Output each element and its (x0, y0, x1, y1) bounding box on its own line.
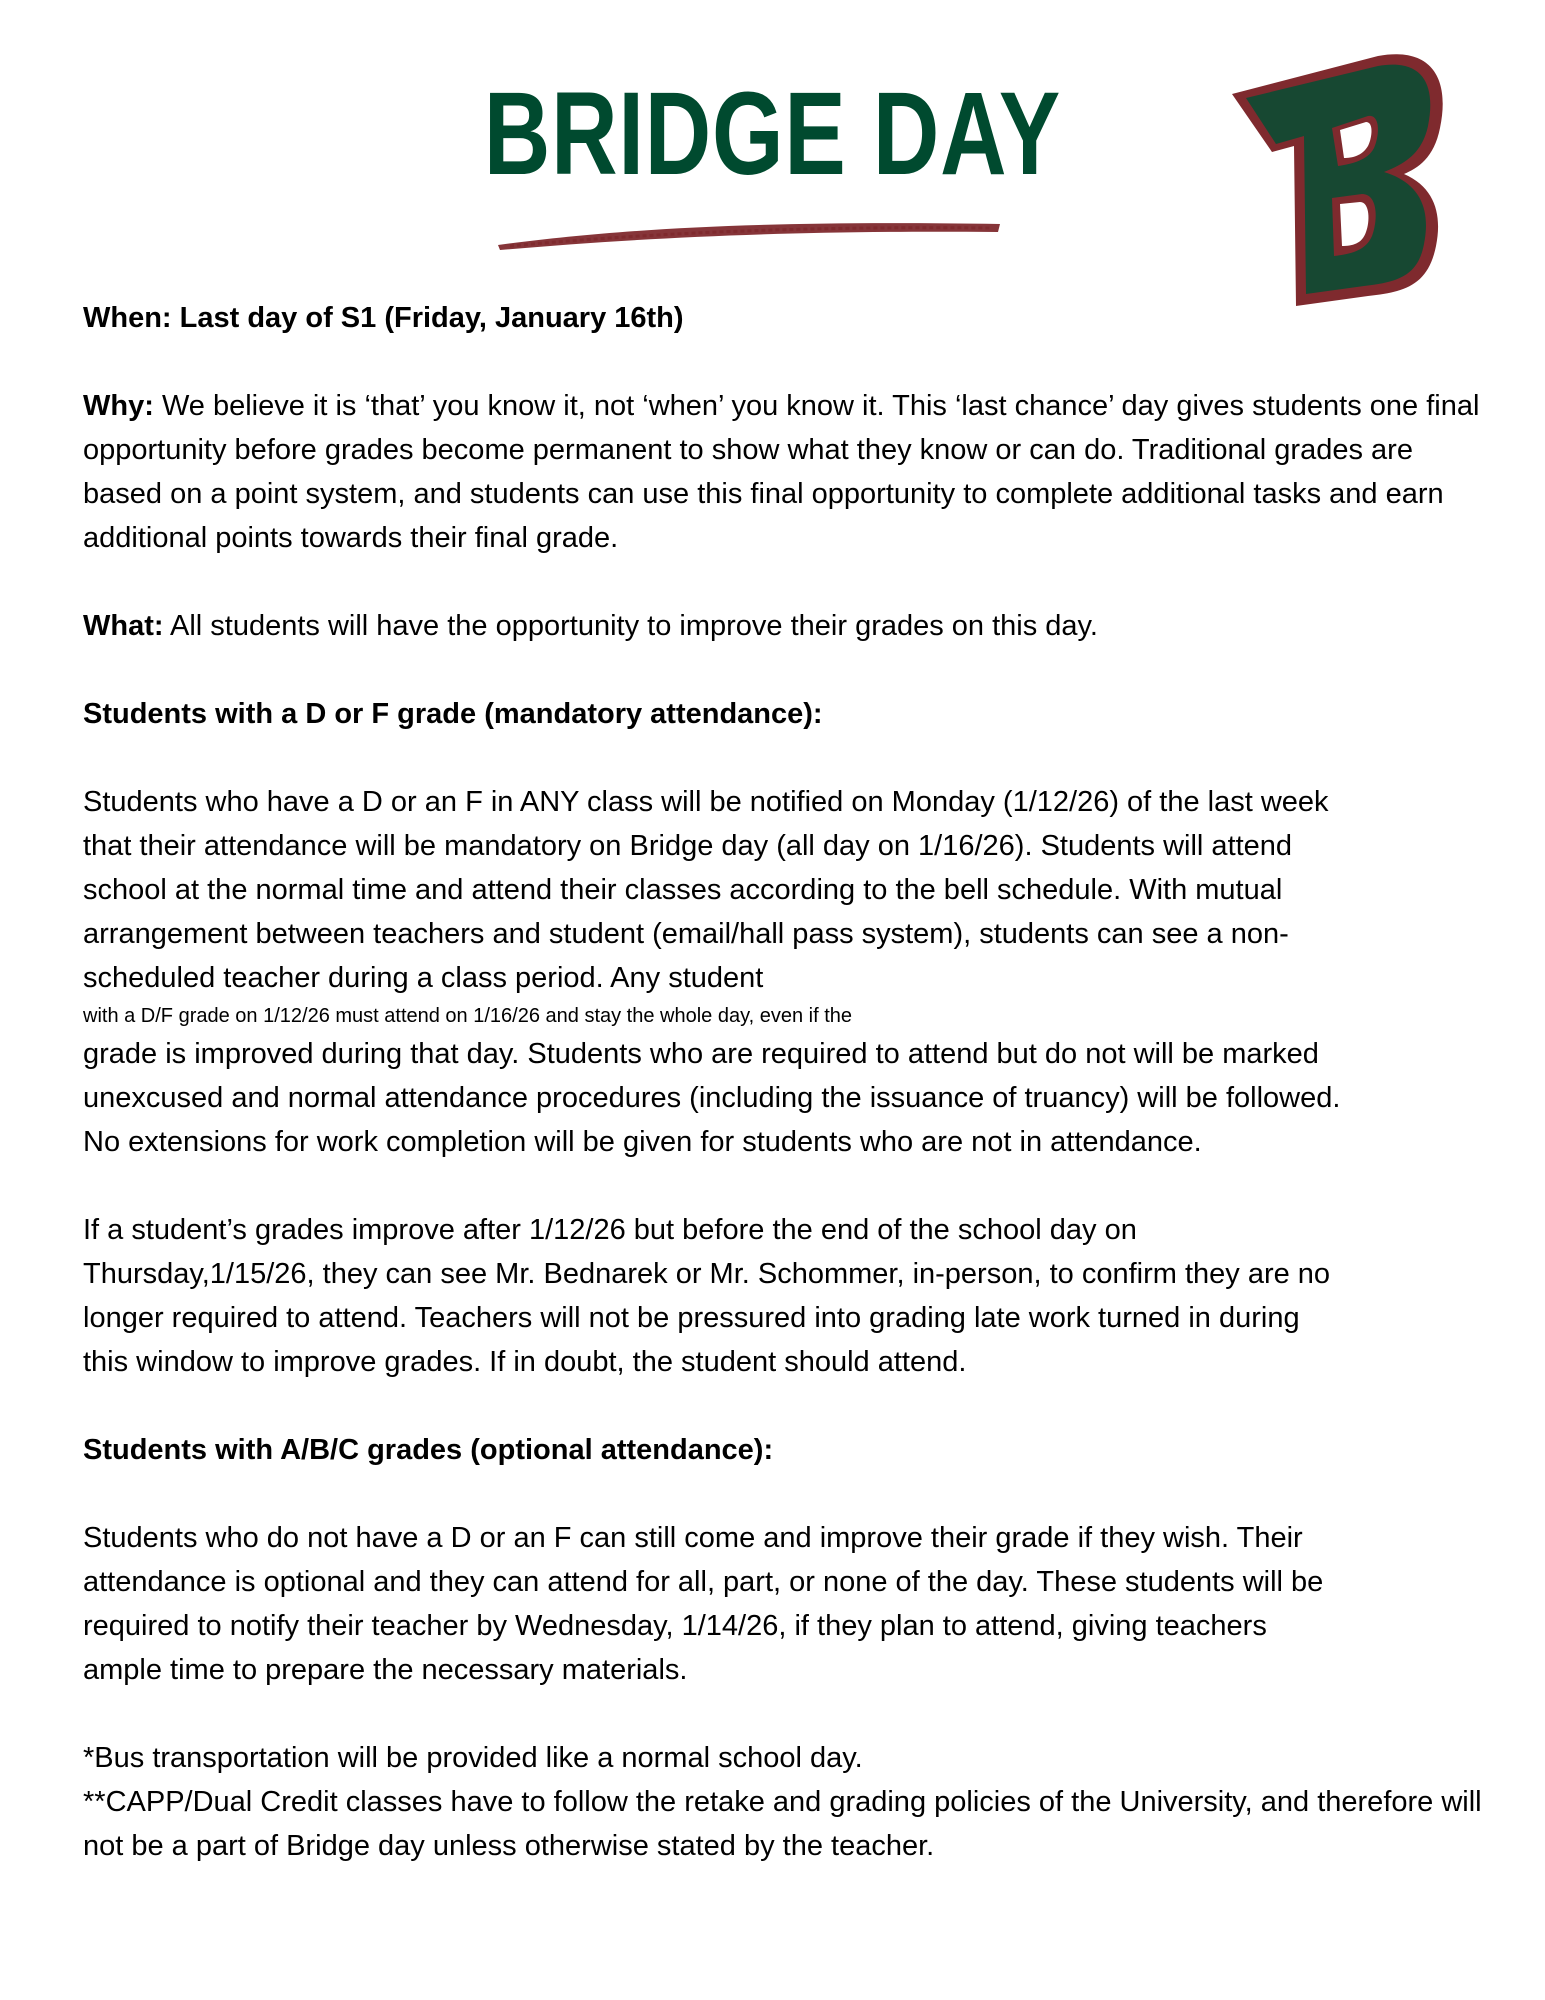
document-body (83, 296, 1483, 1868)
when-line (83, 296, 1483, 340)
when-label: When: (83, 302, 172, 334)
brush-stroke-underline (490, 212, 1010, 252)
why-text: We believe it is ‘that’ you know it, not ‘when’ you know it. This ‘last chance’ day gives students one final opportunity before grades become permanent to show what they know or can do. Traditional grades are based on a point system, and students can use this final opportunity to complete additional tasks and earn additional points towards their final grade. (83, 390, 1480, 554)
abc-paragraph: Students who do not have a D or an F can still come and improve their grade if they wish. Their attendance is optional and they can attend for all, part, or none of the day. These students will be required to notify their teacher by Wednesday, 1/14/26, if they plan to attend, giving teachers ample time to prepare the necessary materials. (83, 1522, 1324, 1686)
df-paragraph-1-small-line: with a D/F grade on 1/12/26 must attend on 1/16/26 and stay the whole day, even if the (83, 1005, 853, 1027)
what-paragraph (83, 604, 1483, 648)
school-b-logo (1228, 50, 1454, 306)
footnote-capp: **CAPP/Dual Credit classes have to follow the retake and grading policies of the University, and therefore will not be a part of Bridge day unless otherwise stated by the teacher. (83, 1786, 1482, 1862)
footnote-bus: *Bus transportation will be provided like a normal school day. (83, 1742, 863, 1774)
page-title: BRIDGE DAY (483, 68, 1062, 200)
what-label: What: (83, 610, 164, 642)
why-paragraph (83, 384, 1483, 560)
why-label: Why: (83, 390, 154, 422)
df-paragraph-1 (83, 780, 1343, 1164)
df-paragraph-1-part-b: grade is improved during that day. Students who are required to attend but do not will be marked unexcused and normal attendance procedures (including the issuance of truancy) will be followed. No extensions for work completion will be given for students who are not in attendance. (83, 1038, 1341, 1158)
what-text: All students will have the opportunity to improve their grades on this day. (170, 610, 1098, 642)
df-paragraph-2: If a student’s grades improve after 1/12/26 but before the end of the school day on Thursday,1/15/26, they can see Mr. Bednarek or Mr. Schommer, in-person, to confirm they are no longer required to attend. Teachers will not be pressured into grading late work turned in during this window to improve grades. If in doubt, the student should attend. (83, 1214, 1331, 1378)
abc-section-heading: Students with A/B/C grades (optional attendance): (83, 1434, 774, 1466)
footnotes (83, 1736, 1483, 1868)
when-text: Last day of S1 (Friday, January 16th) (179, 302, 684, 334)
df-section-heading: Students with a D or F grade (mandatory attendance): (83, 698, 823, 730)
df-paragraph-1-part-a: Students who have a D or an F in ANY class will be notified on Monday (1/12/26) of the last week that their attendance will be mandatory on Bridge day (all day on 1/16/26). Students will attend school at the normal time and attend their classes according to the bell schedule. With mutual arrangement between teachers and student (email/hall pass system), students can see a non-scheduled teacher during a class period. Any student (83, 786, 1329, 994)
